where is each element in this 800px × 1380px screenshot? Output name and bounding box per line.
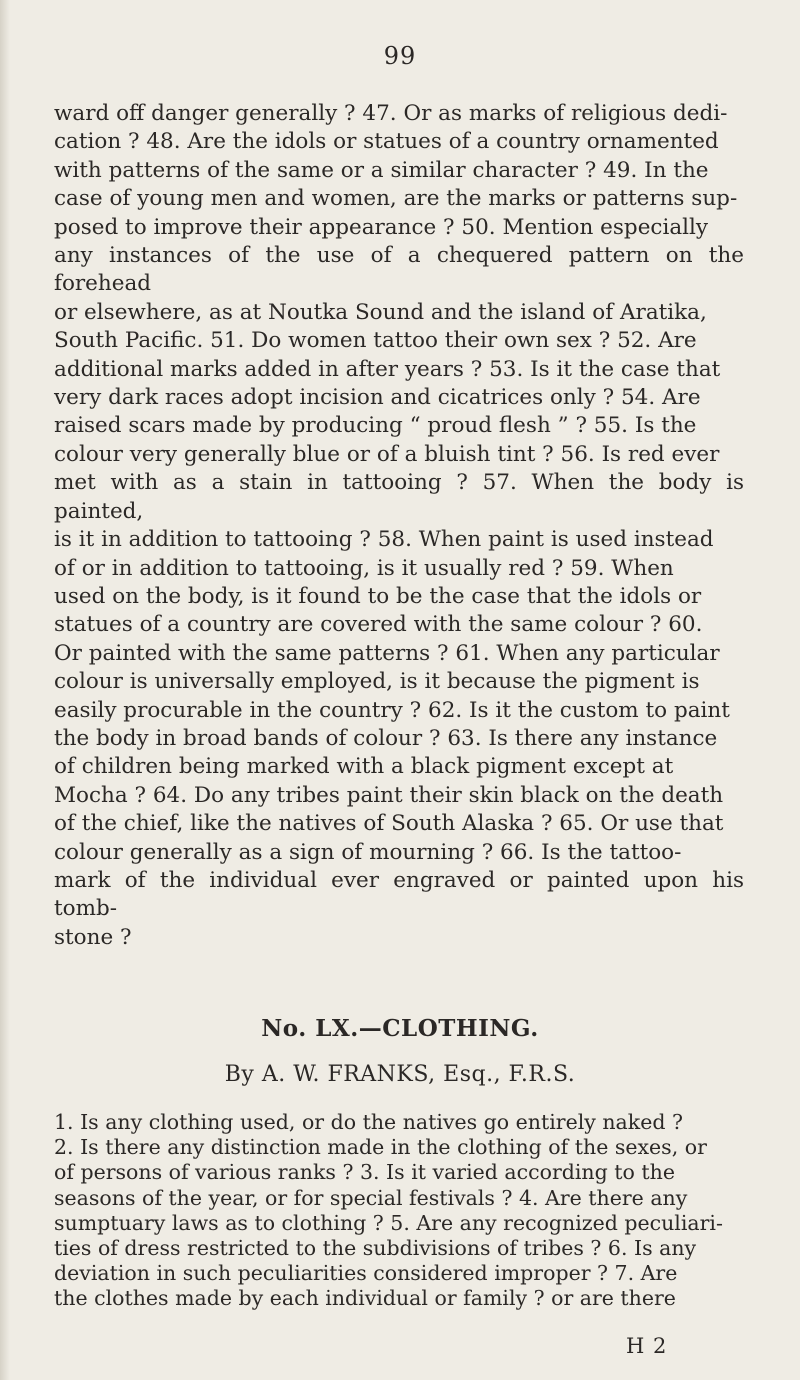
clothing-questions-paragraph: 1. Is any clothing used, or do the natives go entirely naked ? 2. Is there any distinction made in the clothing of the sexes, or of persons of various ranks ? 3. Is it varied according to the seasons of the year, or for special festivals ? 4. Are there any sumptuary laws as to clothing ? 5. Are any recognized peculiari- ties of dress restricted to the subdivisions of tribes ? 6. Is any deviation in such peculiarities considered improper ? 7. Are the clothes made by each individual or family ? or are there xyxy=(54,1110,723,1311)
tattooing-questions-paragraph: ward off danger generally ? 47. Or as marks of religious dedi- cation ? 48. Are the idols or statues of a country ornamented with patterns of the same or a similar character ? 49. In the case of young men and women, are the marks or patterns sup- posed to improve their appearance ? 50. Mention especially any instances of the use of a chequered pattern on the forehead or elsewhere, as at Noutka Sound and the island of Aratika, South Pacific. 51. Do women tattoo their own sex ? 52. Are additional marks added in after years ? 53. Is it the case that very dark races adopt incision and cicatrices only ? 54. Are raised scars made by producing “ proud flesh ” ? 55. Is the colour very generally blue or of a bluish tint ? 56. Is red ever met with as a stain in tattooing ? 57. When the body is painted, is it in addition to tattooing ? 58. When paint is used instead of or in addition to tattooing, is it usually red ? 59. When used on the body, is it found to be the case that the idols or statues of a country are covered with the same colour ? 60. Or painted with the same patterns ? 61. When any particular colour is universally employed, is it because the pigment is easily procurable in the country ? 62. Is it the custom to paint the body in broad bands of colour ? 63. Is there any instance of children being marked with a black pigment except at Mocha ? 64. Do any tribes paint their skin black on the death of the chief, like the natives of South Alaska ? 65. Or use that colour generally as a sign of mourning ? 66. Is the tattoo- mark of the individual ever engraved or painted upon his tomb- stone ? xyxy=(54,101,744,950)
page-number: 99 xyxy=(383,42,417,70)
signature-mark: H 2 xyxy=(626,1334,668,1358)
section-heading: No. LX.—CLOTHING. xyxy=(261,1015,539,1042)
page-edge xyxy=(0,0,10,1380)
author-byline: By A. W. FRANKS, Esq., F.R.S. xyxy=(224,1062,576,1087)
